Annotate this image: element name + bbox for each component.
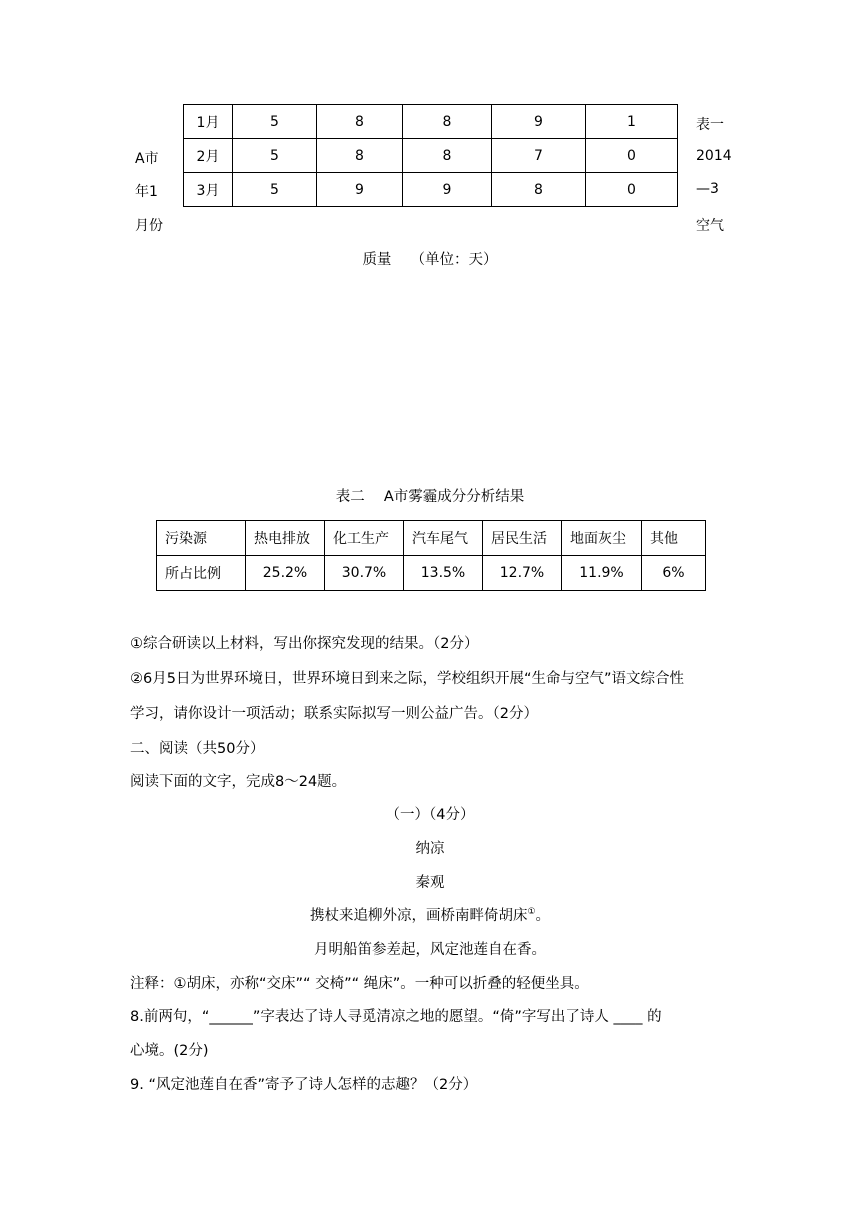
table-header-cell: 化工生产 <box>325 521 404 556</box>
table-cell: 9 <box>492 105 586 139</box>
table-cell: 9 <box>403 173 492 207</box>
air-quality-table <box>183 104 678 207</box>
table1-right-label-2: 2014 <box>696 148 732 164</box>
table-row <box>184 105 678 139</box>
table1-left-label-3: 月份 <box>135 218 163 234</box>
question-8-line-1: 8.前两句，“______”字表达了诗人寻觅清凉之地的愿望。“倚”字写出了诗人 ____ 的 <box>130 1009 662 1025</box>
question-2-line-2: 学习，请你设计一项活动；联系实际拟写一则公益广告。（2分） <box>130 706 538 722</box>
question-1: ①综合研读以上材料，写出你探究发现的结果。（2分） <box>130 636 479 652</box>
question-9: 9. “风定池莲自在香”寄予了诗人怎样的志趣？（2分） <box>130 1077 478 1093</box>
poem-author: 秦观 <box>415 875 445 891</box>
smog-composition-table <box>156 520 706 591</box>
table-row <box>184 139 678 173</box>
table1-right-label-3: —3 <box>696 181 719 197</box>
table-cell: 5 <box>233 105 317 139</box>
table-row <box>157 556 706 591</box>
table-row <box>184 173 678 207</box>
table-header-cell: 其他 <box>642 521 706 556</box>
table-cell: 5 <box>233 139 317 173</box>
question-8-line-2: 心境。(2分) <box>130 1043 209 1059</box>
poem-title: 纳凉 <box>415 841 445 857</box>
table-cell: 所占比例 <box>157 556 246 591</box>
part-label: （一）（4分） <box>385 807 475 823</box>
table-cell: 9 <box>317 173 403 207</box>
table-cell: 6% <box>642 556 706 591</box>
table-cell: 30.7% <box>325 556 404 591</box>
table1-left-label-2: 年1 <box>135 184 158 200</box>
table-cell: 13.5% <box>404 556 483 591</box>
table-cell: 5 <box>233 173 317 207</box>
poem-line-1-end: 。 <box>535 908 551 924</box>
table1-caption: 质量 （单位：天） <box>362 252 498 268</box>
table1-right-label-4: 空气 <box>696 218 724 234</box>
table-cell-month: 1月 <box>184 105 233 139</box>
table-header-cell: 汽车尾气 <box>404 521 483 556</box>
table-header-cell: 污染源 <box>157 521 246 556</box>
poem-line-1 <box>0 904 860 925</box>
question-2-line-1: ②6月5日为世界环境日，世界环境日到来之际，学校组织开展“生命与空气”语文综合性 <box>130 671 684 687</box>
table-header-cell: 热电排放 <box>246 521 325 556</box>
section-instruction: 阅读下面的文字，完成8～24题。 <box>130 774 347 790</box>
table-cell: 12.7% <box>483 556 562 591</box>
table-cell: 0 <box>586 139 678 173</box>
table1-right-label-1: 表一 <box>696 117 724 133</box>
table-cell: 8 <box>403 105 492 139</box>
table-cell: 25.2% <box>246 556 325 591</box>
table-cell: 0 <box>586 173 678 207</box>
poem-line-1-text: 携杖来追柳外凉，画桥南畔倚胡床 <box>309 908 528 924</box>
poem-line-2: 月明船笛参差起，风定池莲自在香。 <box>314 942 546 958</box>
table-cell: 1 <box>586 105 678 139</box>
footnote: 注释：①胡床，亦称“交床”“ 交椅”“ 绳床”。一种可以折叠的轻便坐具。 <box>130 976 589 992</box>
table-cell-month: 3月 <box>184 173 233 207</box>
footnote-marker: ① <box>527 907 536 918</box>
table-cell: 11.9% <box>562 556 642 591</box>
table1-left-label-1: A市 <box>135 151 159 167</box>
table-cell-month: 2月 <box>184 139 233 173</box>
table-header-cell: 居民生活 <box>483 521 562 556</box>
table-cell: 8 <box>317 139 403 173</box>
table-cell: 8 <box>492 173 586 207</box>
table-cell: 7 <box>492 139 586 173</box>
table-header-row <box>157 521 706 556</box>
table-header-cell: 地面灰尘 <box>562 521 642 556</box>
table2-title: 表二 A市雾霾成分分析结果 <box>335 489 525 505</box>
section-heading: 二、阅读（共50分） <box>130 741 265 757</box>
table-cell: 8 <box>317 105 403 139</box>
table-cell: 8 <box>403 139 492 173</box>
